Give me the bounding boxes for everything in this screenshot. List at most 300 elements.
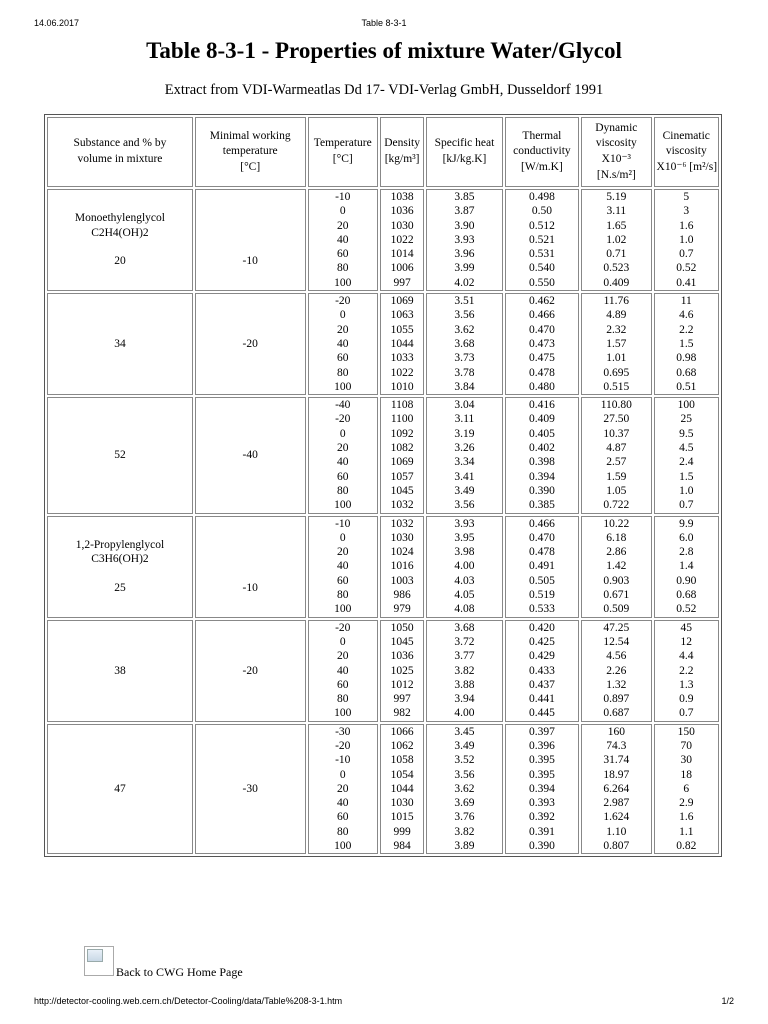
value: 31.74 [603,754,630,767]
cell-substance: 34 [47,293,193,395]
value: 1036 [390,650,414,663]
cell-temperature [308,189,378,291]
value: 0.7 [679,707,694,720]
value: 1044 [390,337,414,350]
value: 60 [337,574,349,587]
value: 40 [337,797,349,810]
value: 2.8 [679,546,694,559]
value: -10 [335,754,351,767]
value: 0 [339,768,346,781]
value: 3.87 [454,205,475,218]
value: 3.72 [454,635,475,648]
value: 1.4 [679,560,694,573]
value: 1.6 [679,219,694,232]
value: 0.509 [603,603,630,616]
value: 1.1 [679,825,694,838]
value: 3.11 [454,413,475,426]
value: 0.391 [528,825,555,838]
cell-density [380,397,424,513]
value: 2.86 [606,546,627,559]
header-dynamic-viscosity: Dynamic viscosity X10⁻³ [N.s/m²] [581,117,651,187]
value: 0.50 [531,205,552,218]
value: 3.84 [454,380,475,393]
print-page-number: 1/2 [721,996,734,1006]
value: 1.32 [606,678,627,691]
value: 3 [683,205,690,218]
value: 0.475 [528,352,555,365]
cell-density [380,724,424,855]
page-subtitle: Extract from VDI-Warmeatlas Dd 17- VDI-Verlag GmbH, Dusseldorf 1991 [164,82,604,98]
value: -10 [335,191,351,203]
value: 1.01 [606,352,627,365]
header-specific-heat: Specific heat [kJ/kg.K] [426,117,502,187]
value: 70 [680,739,693,752]
value: 40 [337,337,349,350]
cell-density [380,293,424,395]
value: 47.25 [603,621,630,634]
value: 20 [337,546,349,559]
cell-temperature [308,293,378,395]
value: 4.4 [679,650,694,663]
value: 1030 [390,219,414,232]
value: -20 [335,621,351,634]
value: 150 [677,725,695,738]
cell-thermal-conductivity [505,189,579,291]
value: 0.402 [528,442,555,455]
value: 80 [337,589,349,602]
value: 0.405 [528,427,555,440]
value: 1022 [390,233,414,246]
cell-thermal-conductivity [505,620,579,722]
value: 0.480 [528,380,555,393]
value: 1.0 [679,233,694,246]
value: 4.00 [454,560,475,573]
value: 1025 [390,664,414,677]
table-row [47,189,719,291]
value: 40 [337,664,349,677]
cell-specific-heat [426,516,502,618]
value: -30 [335,725,351,738]
value: 4.05 [454,589,475,602]
value: 979 [393,603,411,616]
value: 1100 [390,413,414,426]
value: 1030 [390,797,414,810]
value: 0.437 [528,678,555,691]
value: 60 [337,811,349,824]
value: 0.429 [528,650,555,663]
value: 1030 [390,531,414,544]
value: 1.6 [679,811,694,824]
table-row [47,293,719,395]
value: 0.491 [528,560,555,573]
value: 1003 [390,574,414,587]
value: 12 [680,635,693,648]
value: 3.56 [454,309,475,322]
cell-specific-heat [426,189,502,291]
value: 0.470 [528,531,555,544]
header-temperature: Temperature [°C] [308,117,378,187]
value: 0.470 [528,323,555,336]
value: 2.2 [679,664,694,677]
value: 3.77 [454,650,475,663]
cell-temperature [308,620,378,722]
value: 3.68 [454,621,475,634]
value: 2.4 [679,456,694,469]
value: 18 [680,768,693,781]
value: 3.96 [454,248,475,261]
value: 1058 [390,754,414,767]
value: 0.722 [603,499,630,512]
print-header [0,18,768,32]
value: 100 [334,499,352,512]
value: 0.695 [603,366,630,379]
value: 0.68 [676,589,697,602]
value: 100 [334,840,352,853]
value: 0 [339,427,346,440]
value: 0.441 [528,693,555,706]
table-row [47,516,719,618]
value: 0.505 [528,574,555,587]
cell-min-temp: -10 [195,516,306,618]
value: 1054 [390,768,414,781]
value: 2.2 [679,323,694,336]
value: 20 [337,219,349,232]
value: 3.11 [606,205,627,218]
broken-image-icon [84,946,114,976]
value: 2.26 [606,664,627,677]
value: 1038 [390,191,414,203]
value: 0.425 [528,635,555,648]
value: 60 [337,470,349,483]
substance-name: Monoethylenglycol [74,212,165,225]
value: 4.89 [606,309,627,322]
cell-thermal-conductivity [505,516,579,618]
value: 80 [337,484,349,497]
value: 997 [393,276,411,289]
cell-cinematic-viscosity [654,293,719,395]
value: 3.04 [454,399,475,412]
value: 9.5 [679,427,694,440]
value: 6.0 [679,531,694,544]
value: 3.98 [454,546,475,559]
value: 5 [683,191,690,203]
value: 1045 [390,484,414,497]
value: 3.49 [454,739,475,752]
value: 0.396 [528,739,555,752]
value: 0.98 [676,352,697,365]
value: 1.10 [606,825,627,838]
table-header-row [47,117,719,187]
cell-min-temp: -10 [195,189,306,291]
properties-table-container [44,114,722,857]
value: 3.34 [454,456,475,469]
value: 1032 [390,499,414,512]
value: 1022 [390,366,414,379]
cell-specific-heat [426,724,502,855]
value: 0.433 [528,664,555,677]
cell-dynamic-viscosity [581,516,651,618]
value: 3.62 [454,323,475,336]
value: 1069 [390,456,414,469]
cell-substance [47,189,193,291]
value: 20 [337,442,349,455]
value: -20 [335,413,351,426]
value: 30 [680,754,693,767]
value: 1006 [390,262,414,275]
value: 997 [393,693,411,706]
value: 0.385 [528,499,555,512]
cell-cinematic-viscosity [654,189,719,291]
volume-percent: 20 [114,255,126,268]
value: 0.52 [676,603,697,616]
volume-percent: 25 [114,581,126,594]
cell-cinematic-viscosity [654,620,719,722]
value: 3.93 [454,233,475,246]
value: 0.687 [603,707,630,720]
header-cinematic-viscosity: Cinematic viscosity X10⁻⁶ [m²/s] [654,117,719,187]
value: 982 [393,707,411,720]
value: 0.68 [676,366,697,379]
cell-specific-heat [426,397,502,513]
value: 3.95 [454,531,475,544]
value: -40 [335,399,351,412]
value: 45 [680,621,693,634]
value: 100 [677,399,695,412]
value: 1010 [390,380,414,393]
value: 60 [337,678,349,691]
table-row [47,397,719,513]
cell-substance: 47 [47,724,193,855]
value: 10.22 [603,517,630,530]
header-thermal-conductivity: Thermal conductivity [W/m.K] [505,117,579,187]
value: 4.56 [606,650,627,663]
value: 40 [337,233,349,246]
value: 0.531 [528,248,555,261]
substance-name: C2H4(OH)2 [91,226,149,239]
value: 4.6 [679,309,694,322]
value: 1066 [390,725,414,738]
value: 0.478 [528,546,555,559]
table-body [47,189,719,854]
cell-min-temp: -20 [195,620,306,722]
value: 18.97 [603,768,630,781]
value: 1.42 [606,560,627,573]
value: 5.19 [606,191,627,203]
value: 4.08 [454,603,475,616]
value: 1062 [390,739,414,752]
value: 80 [337,366,349,379]
value: 0.82 [676,840,697,853]
value: 4.03 [454,574,475,587]
value: 1.05 [606,484,627,497]
value: 0.466 [528,517,555,530]
value: 3.69 [454,797,475,810]
value: 3.76 [454,811,475,824]
value: -10 [335,517,351,530]
value: 999 [393,825,411,838]
print-date: 14.06.2017 [34,18,80,28]
value: 4.87 [606,442,627,455]
value: 0.903 [603,574,630,587]
value: 0.397 [528,725,555,738]
value: 0.393 [528,797,555,810]
value: 3.82 [454,664,475,677]
value: 11 [680,295,692,308]
properties-table [44,114,722,857]
value: 2.32 [606,323,627,336]
value: 1.65 [606,219,627,232]
value: 6.264 [603,782,630,795]
value: 0.897 [603,693,630,706]
value: 100 [334,707,352,720]
value: 3.19 [454,427,475,440]
value: 0.395 [528,768,555,781]
value: 1057 [390,470,414,483]
value: 1092 [390,427,414,440]
cell-thermal-conductivity [505,724,579,855]
value: 1.624 [603,811,630,824]
value: 1.59 [606,470,627,483]
value: 1036 [390,205,414,218]
value: 0.7 [679,499,694,512]
value: 0 [339,531,346,544]
value: 0.51 [676,380,697,393]
value: 3.49 [454,484,475,497]
value: 60 [337,248,349,261]
value: 4.02 [454,276,475,289]
substance-name: 1,2-Propylenglycol [75,538,165,551]
value: 80 [337,262,349,275]
value: 2.987 [603,797,630,810]
value: 10.37 [603,427,630,440]
value: 11.76 [603,295,630,308]
value: 0.52 [676,262,697,275]
value: 1.02 [606,233,627,246]
cell-density [380,189,424,291]
value: 0.9 [679,693,694,706]
value: 0.409 [603,276,630,289]
value: 80 [337,825,349,838]
value: 0.398 [528,456,555,469]
value: 0 [339,205,346,218]
back-to-home-link[interactable]: Back to CWG Home Page [116,965,243,979]
value: 0 [339,635,346,648]
cell-dynamic-viscosity [581,293,651,395]
value: 27.50 [603,413,630,426]
value: 0.466 [528,309,555,322]
value: 1063 [390,309,414,322]
value: 1.57 [606,337,627,350]
cell-dynamic-viscosity [581,397,651,513]
substance-name: C3H6(OH)2 [91,553,149,566]
value: 0.394 [528,470,555,483]
value: 9.9 [679,517,694,530]
value: 100 [334,380,352,393]
value: 3.85 [454,191,475,203]
value: 0.7 [679,248,694,261]
cell-dynamic-viscosity [581,620,651,722]
value: 3.56 [454,768,475,781]
value: 1108 [390,399,414,412]
value: 1024 [390,546,414,559]
value: 0.521 [528,233,555,246]
value: 100 [334,276,352,289]
value: 25 [680,413,693,426]
value: 3.94 [454,693,475,706]
value: 0.550 [528,276,555,289]
value: 1.0 [679,484,694,497]
value: 1082 [390,442,414,455]
value: 160 [607,725,625,738]
value: 40 [337,456,349,469]
value: 0.473 [528,337,555,350]
value: 986 [393,589,411,602]
value: -20 [335,295,351,308]
value: 40 [337,560,349,573]
value: 3.52 [454,754,475,767]
value: 1.5 [679,337,694,350]
value: 0.512 [528,219,555,232]
value: 20 [337,323,349,336]
table-row [47,724,719,855]
header-substance: Substance and % by volume in mixture [47,117,193,187]
cell-cinematic-viscosity [654,397,719,513]
value: 0.498 [528,191,555,203]
value: 1014 [390,248,414,261]
value: 0.523 [603,262,630,275]
value: 0.671 [603,589,630,602]
value: 3.45 [454,725,475,738]
value: 0.395 [528,754,555,767]
value: 3.41 [454,470,475,483]
value: 0.420 [528,621,555,634]
value: 0.478 [528,366,555,379]
value: 3.73 [454,352,475,365]
value: 984 [393,840,411,853]
value: 0.540 [528,262,555,275]
cell-min-temp: -20 [195,293,306,395]
value: 6 [683,782,690,795]
value: 0.416 [528,399,555,412]
value: 3.26 [454,442,475,455]
cell-specific-heat [426,620,502,722]
cell-temperature [308,397,378,513]
value: 1.5 [679,470,694,483]
value: 2.57 [606,456,627,469]
value: 1015 [390,811,414,824]
cell-substance: 52 [47,397,193,513]
value: 3.88 [454,678,475,691]
value: 0.390 [528,484,555,497]
value: 1032 [390,517,414,530]
value: 3.78 [454,366,475,379]
value: 3.56 [454,499,475,512]
cell-density [380,620,424,722]
print-url: http://detector-cooling.web.cern.ch/Detector-Cooling/data/Table%208-3-1.htm [34,996,343,1006]
value: 3.89 [454,840,475,853]
value: 0.807 [603,840,630,853]
value: 1045 [390,635,414,648]
value: 3.99 [454,262,475,275]
cell-thermal-conductivity [505,397,579,513]
value: 0.392 [528,811,555,824]
value: 4.00 [454,707,475,720]
cell-temperature [308,516,378,618]
cell-cinematic-viscosity [654,724,719,855]
value: 1.3 [679,678,694,691]
header-min-temp: Minimal working temperature [°C] [195,117,306,187]
value: 0.394 [528,782,555,795]
